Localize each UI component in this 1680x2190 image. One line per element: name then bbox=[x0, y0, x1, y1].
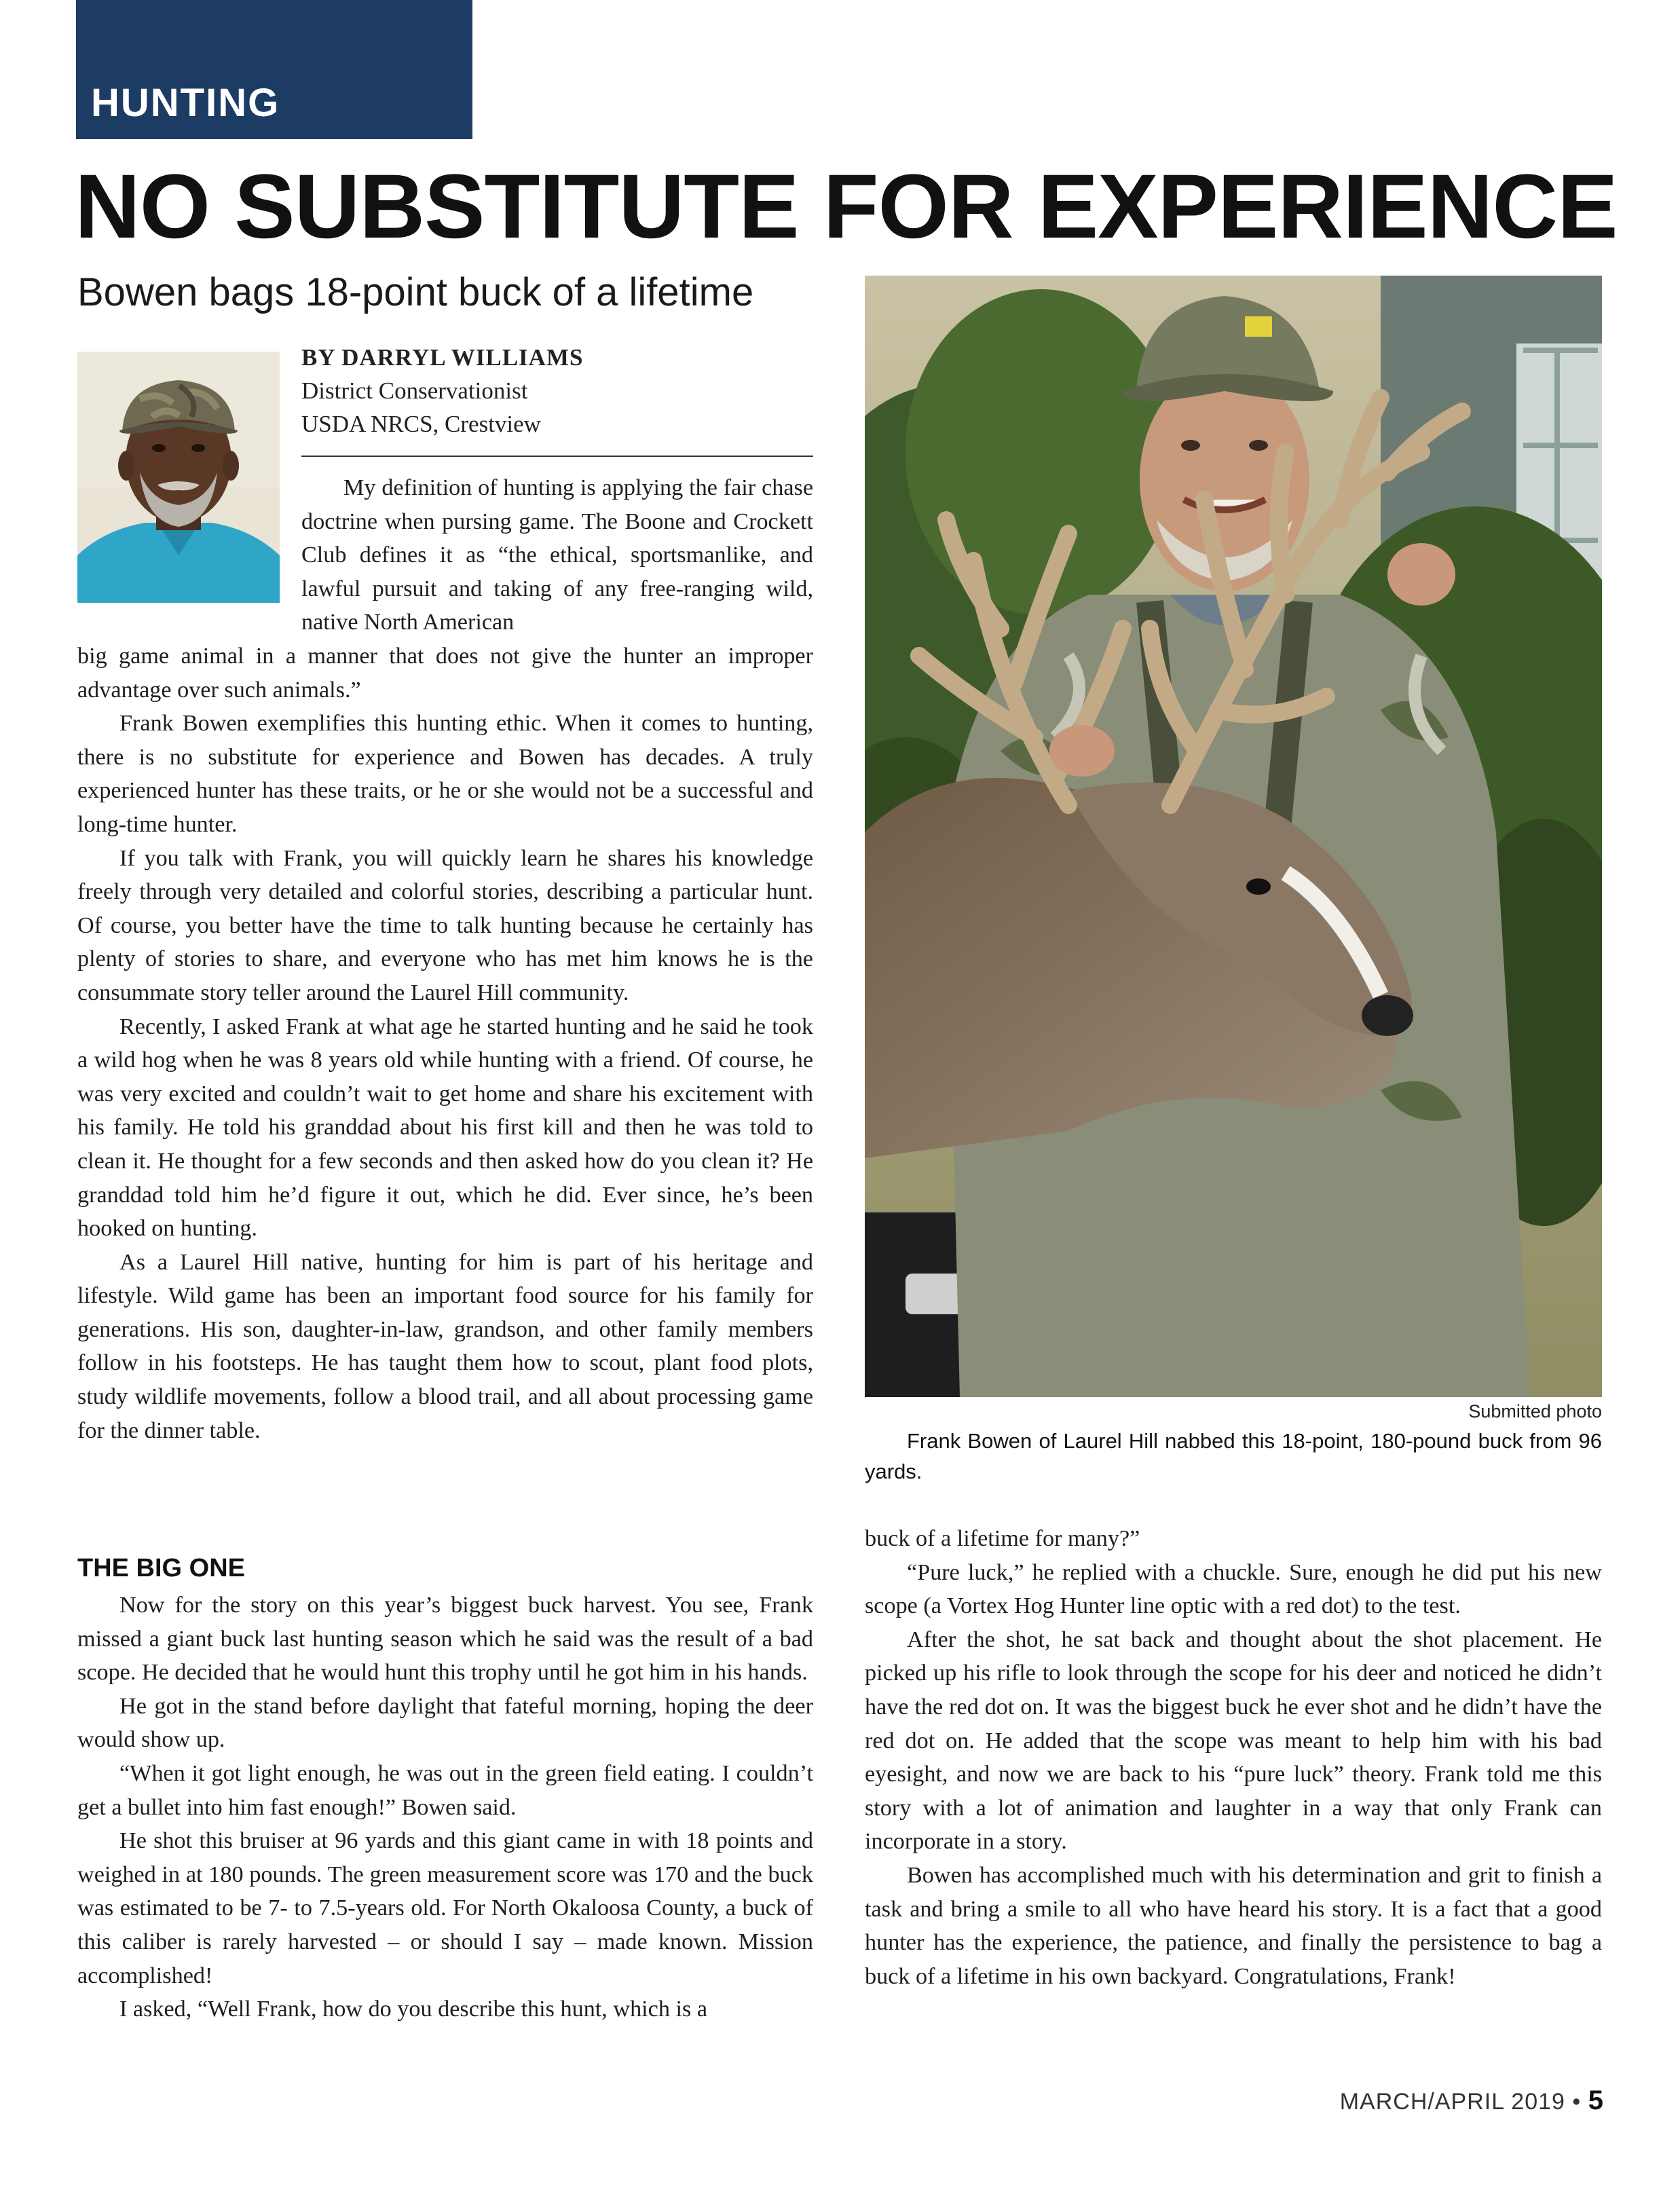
byline bbox=[301, 341, 813, 441]
section-heading: THE BIG ONE bbox=[77, 1554, 246, 1582]
folio-separator: • bbox=[1572, 2089, 1582, 2115]
subheadline: Bowen bags 18-point buck of a lifetime bbox=[77, 270, 754, 314]
photo-credit: Submitted photo bbox=[1468, 1401, 1602, 1422]
paragraph: As a Laurel Hill native, hunting for him is part of his heritage and lifestyle. Wild game has been an important food source for his family for generations. His son, daughter-in-law, grandson, and other family members follow in his footsteps. He has taught them how to scout, plant food plots, study wildlife movements, follow a blood trail, and all about processing game for the dinner table. bbox=[77, 1249, 813, 1443]
column-2-text bbox=[865, 1522, 1602, 1993]
intro-continuation: big game animal in a manner that does not give the hunter an improper advantage over such animals.” bbox=[77, 644, 813, 703]
author-photo bbox=[77, 352, 280, 603]
paragraph: He shot this bruiser at 96 yards and this giant came in with 18 points and weighed in at 180 pounds. The green measurement score was 170 and the buck was estimated to be 7- to 7.5-years old. For North Okaloosa County, a buck of this caliber is rarely harvested – or should I say – made known. Mission accomplished! bbox=[77, 1828, 813, 1988]
paragraph: “When it got light enough, he was out in the green field eating. I couldn’t get a bullet into him fast enough!” Bowen said. bbox=[77, 1760, 813, 1820]
hero-photo bbox=[865, 276, 1602, 1397]
folio bbox=[1340, 2085, 1604, 2116]
paragraph: Now for the story on this year’s biggest buck harvest. You see, Frank missed a giant buck last hunting season which he said was the result of a bad scope. He decided that he would hunt this trophy until he got him in his hands. bbox=[77, 1593, 813, 1686]
paragraph: Bowen has accomplished much with his determination and grit to finish a task and bring a smile to all who have heard his story. It is a fact that a good hunter has the experience, the patience, and finally the persistence to bag a buck of a lifetime in his own backyard. Congratulations, Frank! bbox=[865, 1862, 1602, 1989]
author-title: District Conservationist bbox=[301, 377, 528, 404]
section-label: HUNTING bbox=[91, 81, 280, 125]
paragraph: Frank Bowen exemplifies this hunting ethic. When it comes to hunting, there is no substitute for experience and Bowen has decades. A truly experienced hunter has these traits, or he or she would not be a successful and long-time hunter. bbox=[77, 711, 813, 837]
author-org: USDA NRCS, Crestview bbox=[301, 411, 541, 437]
photo-caption-text: Frank Bowen of Laurel Hill nabbed this 18-point, 180-pound buck from 96 yards. bbox=[865, 1429, 1602, 1483]
column-1-text bbox=[77, 639, 813, 1447]
paragraph: He got in the stand before daylight that fateful morning, hoping the deer would show up. bbox=[77, 1693, 813, 1753]
paragraph: After the shot, he sat back and thought about the shot placement. He picked up his rifle to look through the scope for his deer and noticed he didn’t have the red dot on. It was the biggest buck he ever shot and he didn’t have the red dot on. He added that the scope was meant to help him with his bad eyesight, and now we are back to his “pure luck” theory. Frank told me this story with a lot of animation and laughter in a way that only Frank can incorporate in a story. bbox=[865, 1627, 1602, 1855]
paragraph: I asked, “Well Frank, how do you describe this hunt, which is a bbox=[119, 1997, 708, 2022]
intro-paragraph bbox=[301, 471, 813, 639]
photo-caption bbox=[865, 1426, 1602, 1487]
page-number: 5 bbox=[1588, 2085, 1604, 2115]
headline: NO SUBSTITUTE FOR EXPERIENCE bbox=[75, 156, 1618, 257]
author-name: BY DARRYL WILLIAMS bbox=[301, 344, 584, 371]
paragraph: If you talk with Frank, you will quickly learn he shares his knowledge freely through very detailed and colorful stories, describing a particular hunt. Of course, you better have the time to talk hunting because he certainly has plenty of stories to share, and everyone who has met him knows he is the consummate story teller around the Laurel Hill community. bbox=[77, 845, 813, 1005]
intro-text: My definition of hunting is applying the fair chase doctrine when pursing game. The Boone and Crockett Club defines it as “the ethical, sportsmanlike, and lawful pursuit and taking of any free-ranging wild, native North American bbox=[301, 475, 813, 635]
section-tab bbox=[76, 0, 472, 139]
issue-date: MARCH/APRIL 2019 bbox=[1339, 2089, 1565, 2115]
column-2-continuation: buck of a lifetime for many?” bbox=[865, 1526, 1140, 1551]
paragraph: “Pure luck,” he replied with a chuckle. Sure, enough he did put his new scope (a Vortex Hog Hunter line optic with a red dot) to the test. bbox=[865, 1559, 1602, 1619]
byline-divider bbox=[301, 456, 813, 457]
paragraph: Recently, I asked Frank at what age he started hunting and he said he took a wild hog when he was 8 years old while hunting with a friend. Of course, he was very excited and couldn’t wait to get home and share his excitement with his family. He told his granddad about his first kill and then he was told to clean it. He thought for a few seconds and then asked how do you clean it? He granddad told him he’d figure it out, which he did. Ever since, he’s been hooked on hunting. bbox=[77, 1014, 813, 1242]
big-one-section bbox=[77, 1551, 813, 2026]
